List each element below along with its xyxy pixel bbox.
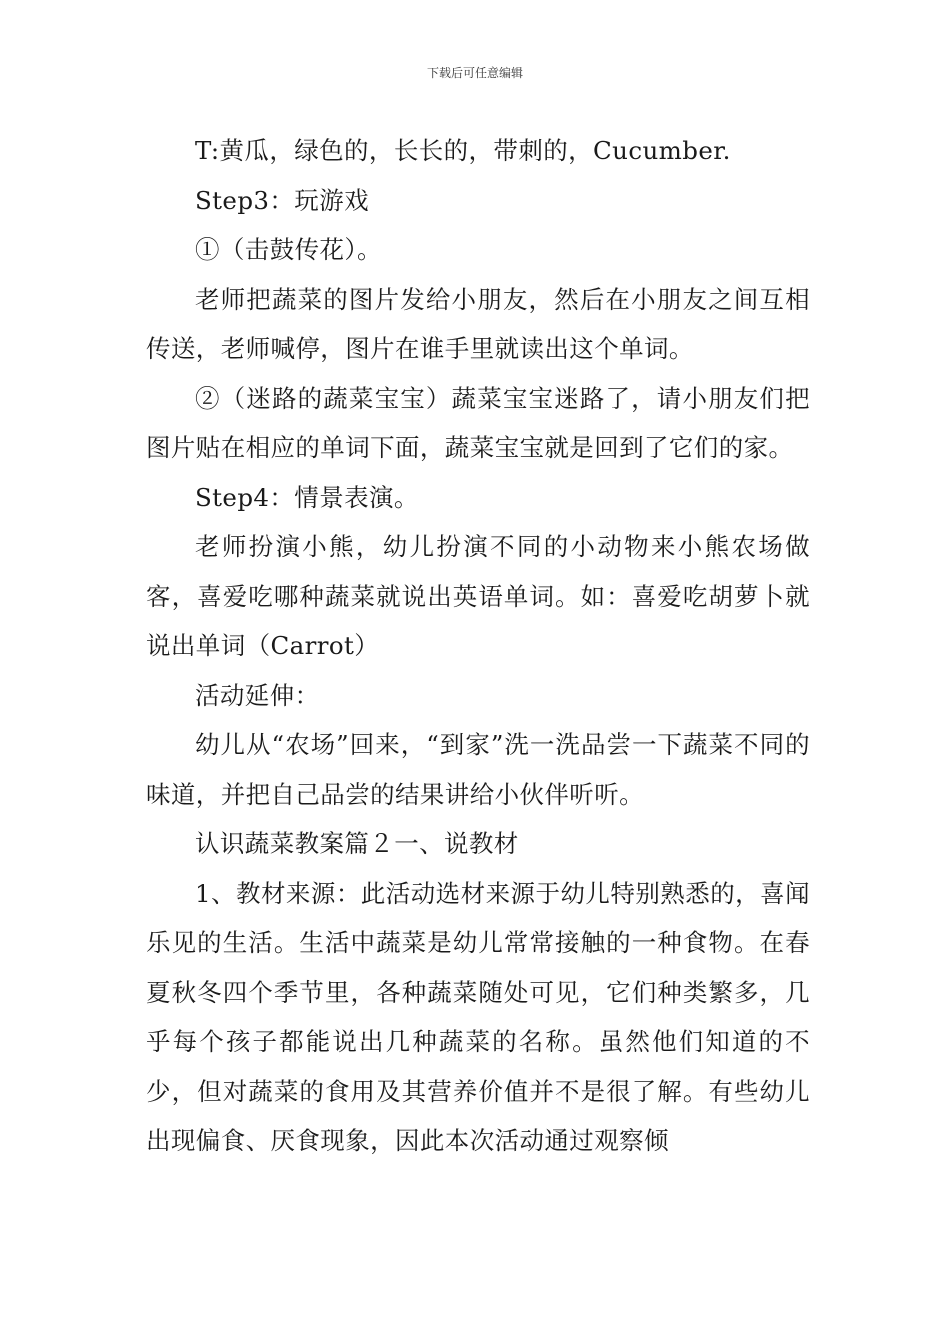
paragraph: 活动延伸： xyxy=(195,680,320,710)
document-body xyxy=(146,126,810,1166)
paragraph: 老师扮演小熊，幼儿扮演不同的小动物来小熊农场做客，喜爱吃哪种蔬菜就说出英语单词。如：喜爱吃胡萝卜就说出单词（Carrot） xyxy=(146,532,810,660)
paragraph: 幼儿从“农场”回来，“到家”洗一洗品尝一下蔬菜不同的味道，并把自己品尝的结果讲给小伙伴听听。 xyxy=(146,730,810,809)
paragraph: ②（迷路的蔬菜宝宝）蔬菜宝宝迷路了，请小朋友们把图片贴在相应的单词下面，蔬菜宝宝就是回到了它们的家。 xyxy=(146,383,810,462)
paragraph: Step4：情景表演。 xyxy=(195,482,419,512)
paragraph: 老师把蔬菜的图片发给小朋友，然后在小朋友之间互相传送，老师喊停，图片在谁手里就读出这个单词。 xyxy=(146,284,810,363)
paragraph: 认识蔬菜教案篇２一、说教材 xyxy=(195,829,519,858)
paragraph: 1、教材来源：此活动选材来源于幼儿特别熟悉的，喜闻乐见的生活。生活中蔬菜是幼儿常常接触的一种食物。在春夏秋冬四个季节里，各种蔬菜随处可见，它们种类繁多，几乎每个孩子都能说出几种蔬菜的名称。虽然他们知道的不少，但对蔬菜的食用及其营养价值并不是很了解。有些幼儿出现偏食、厌食现象，因此本次活动通过观察倾 xyxy=(146,878,810,1155)
paragraph: ①（击鼓传花）。 xyxy=(195,235,382,264)
paragraph: T:黄瓜，绿色的，长长的，带刺的，Cucumber. xyxy=(195,136,731,165)
paragraph: Step3：玩游戏 xyxy=(195,185,369,215)
page-header: 下载后可任意编辑 xyxy=(426,66,523,80)
